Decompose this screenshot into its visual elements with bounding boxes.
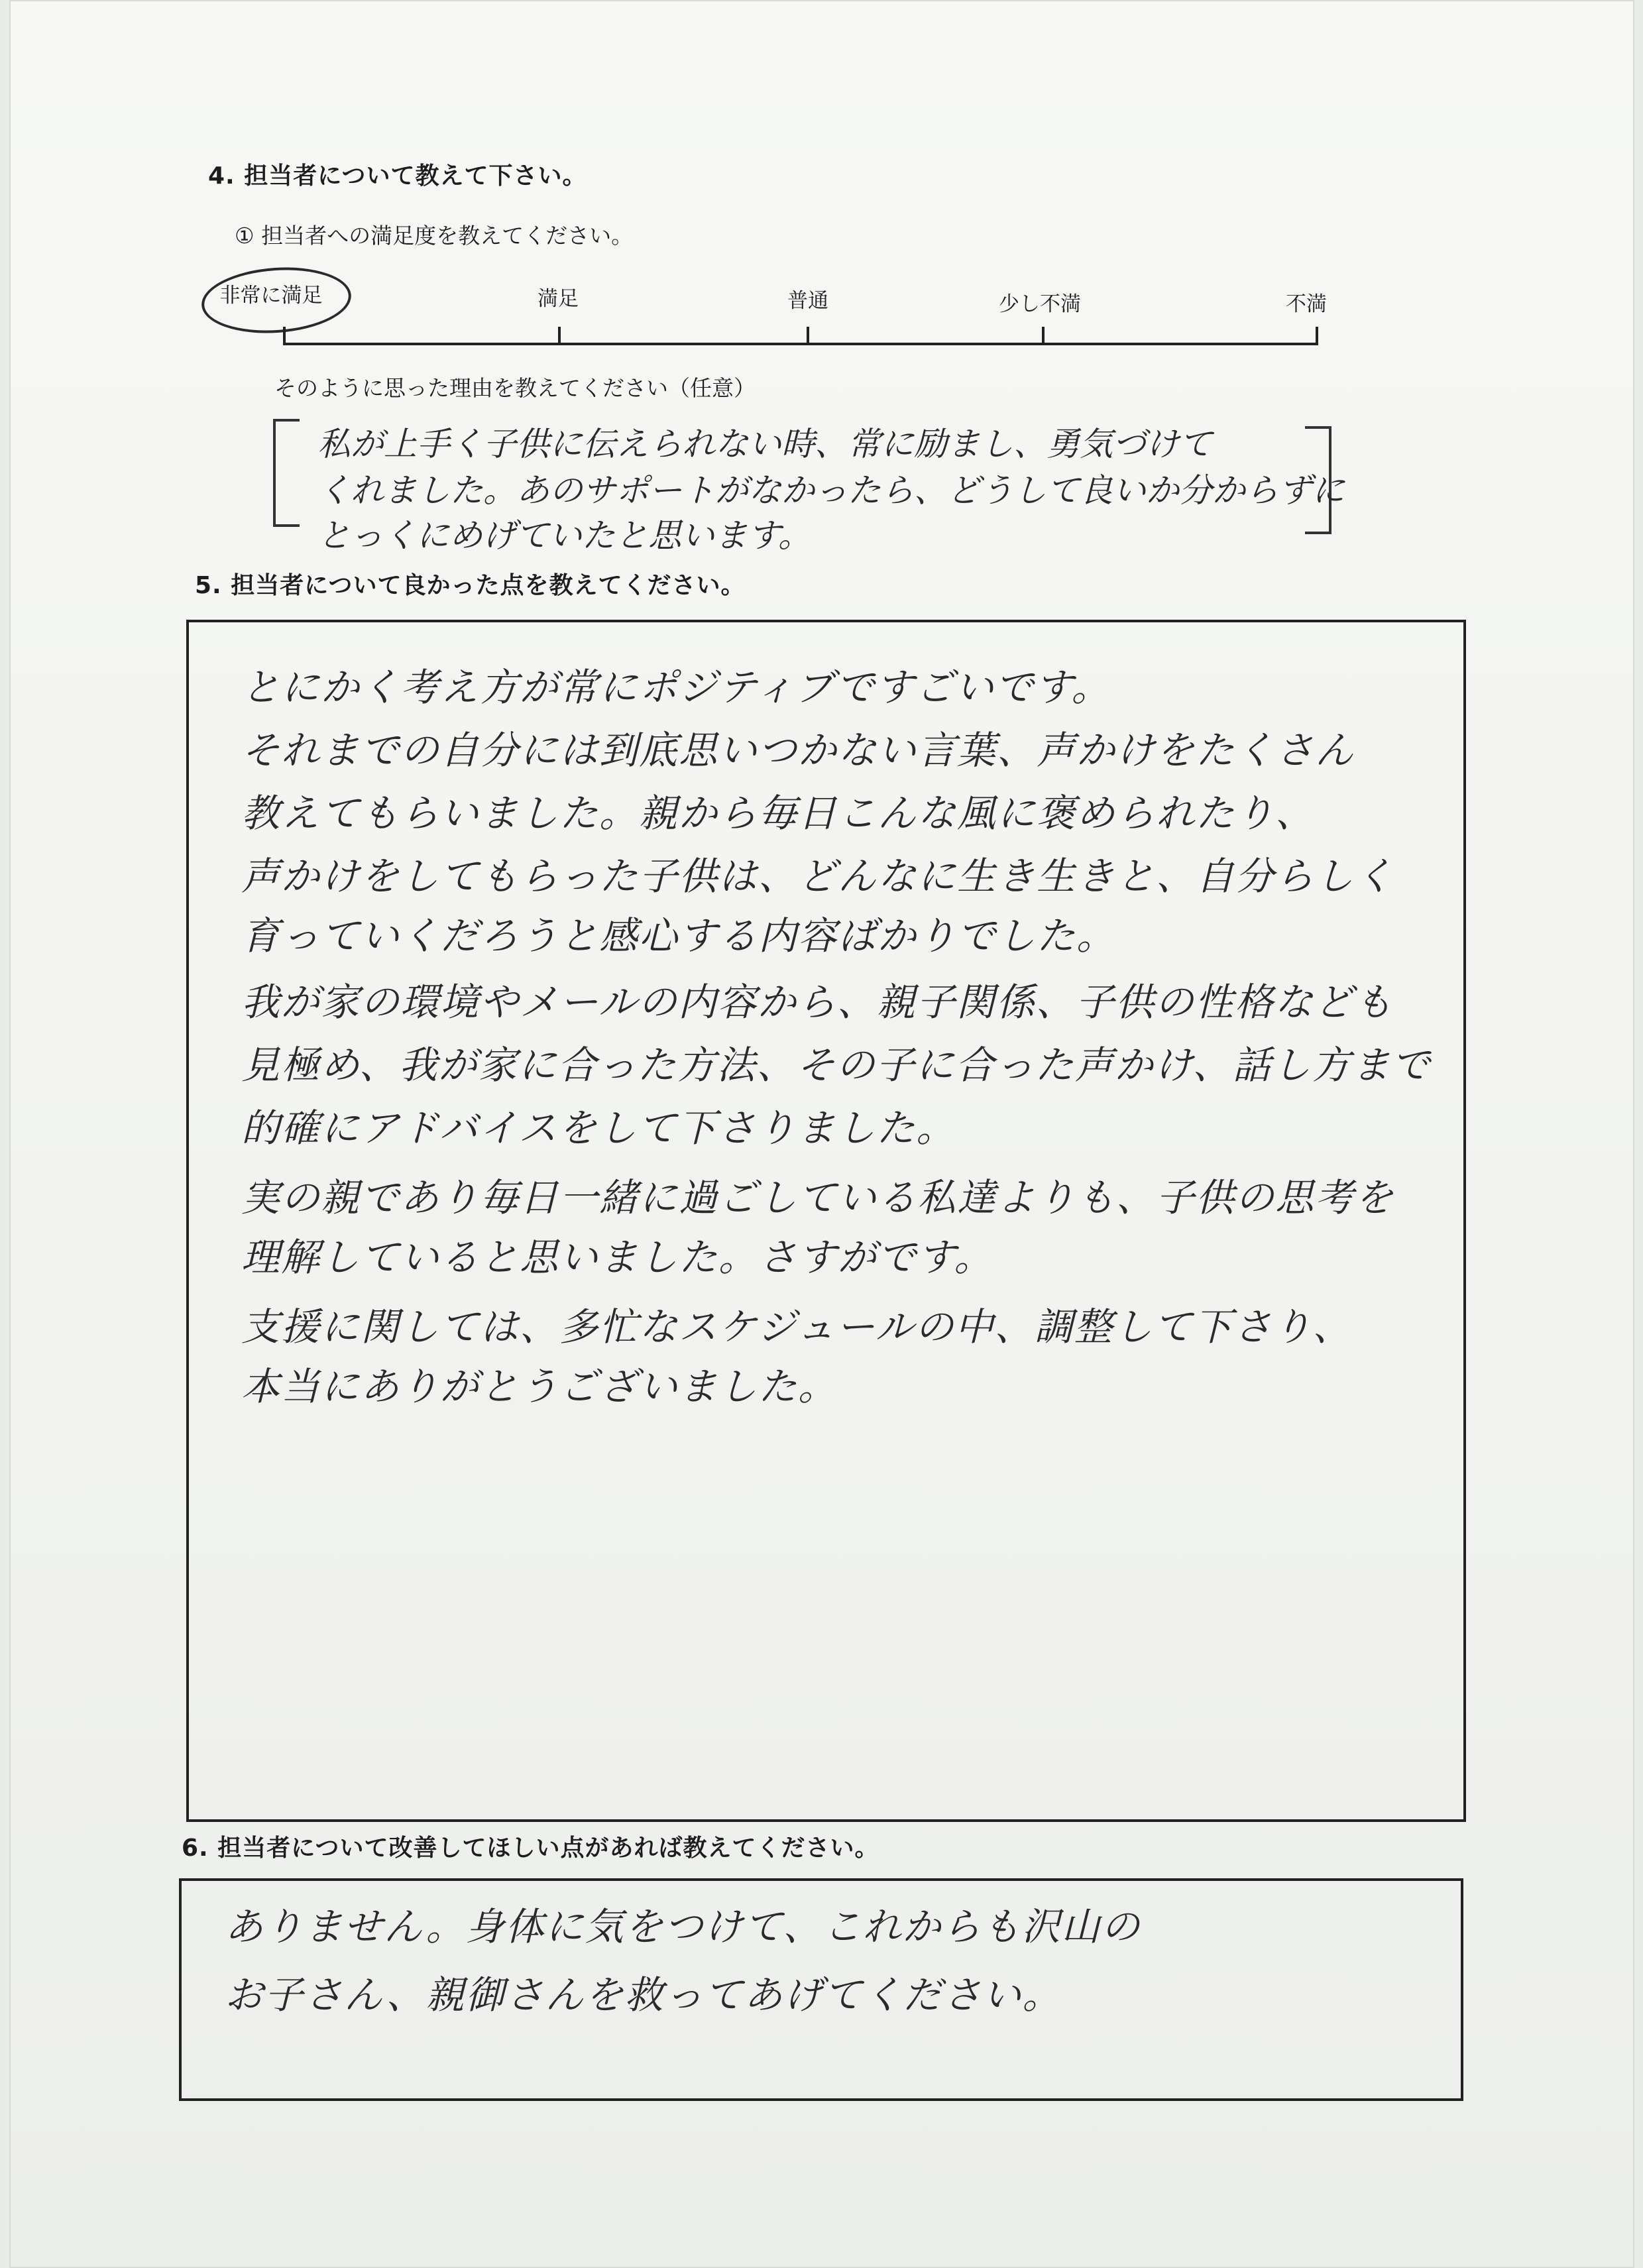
q5-answer-line: 声かけをしてもらった子供は、どんなに生き生きと、自分らしく [241,854,1395,899]
q5-answer-line: とにかく考え方が常にポジティブですごいです。 [241,665,1111,710]
scale-tick [558,327,561,345]
scale-option-dissatisfied: 不満 [1286,292,1327,316]
q5-answer-line: 見極め、我が家に合った方法、その子に合った声かけ、話し方まで [241,1043,1432,1088]
scale-tick [283,327,286,345]
scale-line [283,343,1318,345]
q5-answer-line: 理解していると思いました。さすがです。 [241,1235,994,1280]
q5-answer-line: 支援に関しては、多忙なスケジュールの中、調整して下さり、 [241,1304,1353,1349]
scale-option-slightly-dissatisfied: 少し不満 [999,292,1081,316]
q5-title: 5. 担当者について良かった点を教えてください。 [195,572,746,599]
reason-line: くれました。あのサポートがなかったら、どうして良いか分からずに [317,471,1345,510]
q5-answer-line: 育っていくだろうと感心する内容ばかりでした。 [241,913,1117,958]
q5-answer-line: 的確にアドバイスをして下さりました。 [241,1106,956,1151]
q5-answer-line: 我が家の環境やメールの内容から、親子関係、子供の性格なども [241,980,1394,1025]
scale-option-satisfied: 満足 [538,287,579,311]
q5-answer-line: 実の親であり毎日一緒に過ごしている私達よりも、子供の思考を [241,1175,1395,1220]
q5-answer-line: 教えてもらいました。親から毎日こんな風に褒められたり、 [241,791,1316,836]
reason-line: とっくにめげていたと思います。 [317,516,811,555]
q4-sub-question: ① 担当者への満足度を教えてください。 [235,223,634,249]
reason-line: 私が上手く子供に伝えられない時、常に励まし、勇気づけて [317,425,1212,463]
q5-answer-line: 本当にありがとうございました。 [241,1364,838,1409]
q6-title: 6. 担当者について改善してほしい点があれば教えてください。 [182,1835,879,1862]
scale-tick [1042,327,1045,345]
survey-sheet [9,0,1634,2268]
left-bracket [273,419,300,527]
reason-label: そのように思った理由を教えてください（任意） [274,375,756,401]
scale-tick [1316,327,1318,345]
scale-option-very-satisfied: 非常に満足 [219,284,323,308]
q4-title: 4. 担当者について教えて下さい。 [208,162,587,190]
scale-tick [807,327,809,345]
scale-option-neutral: 普通 [787,289,828,313]
q6-answer-line: ありません。身体に気をつけて、これからも沢山の [225,1904,1141,1949]
q6-answer-line: お子さん、親御さんを救ってあげてください。 [225,1972,1062,2017]
q5-answer-line: それまでの自分には到底思いつかない言葉、声かけをたくさん [241,728,1355,773]
